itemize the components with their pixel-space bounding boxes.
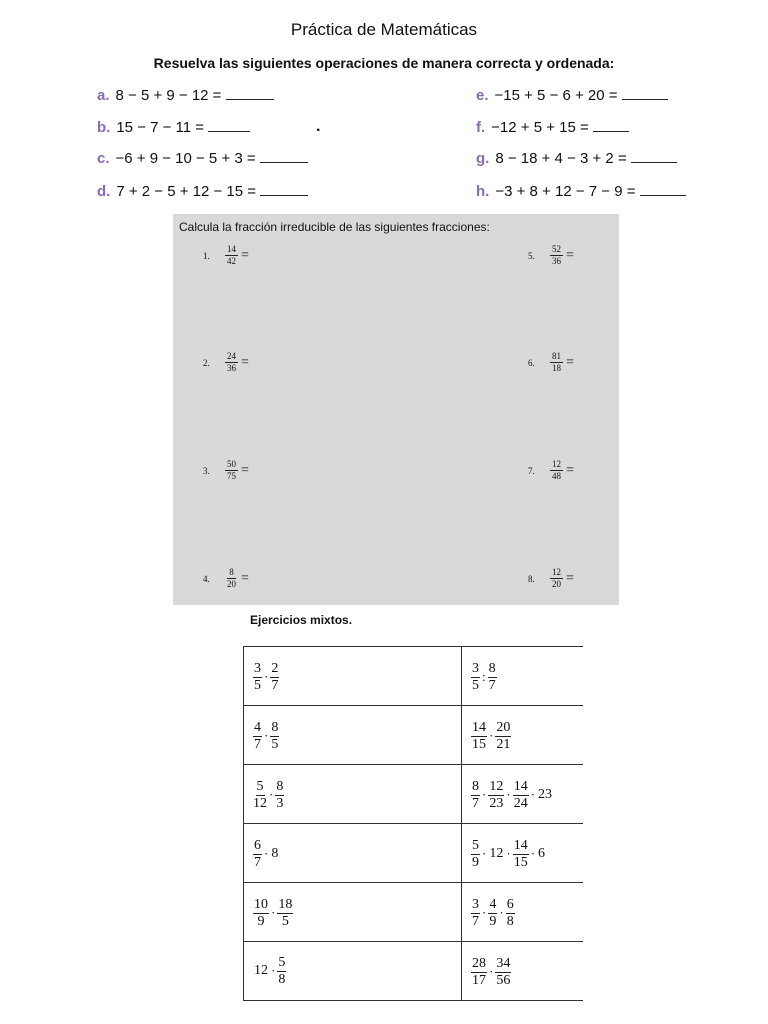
- fraction: [488, 779, 504, 812]
- exercise-cell: [244, 647, 462, 706]
- denominator: 56: [496, 972, 511, 988]
- fraction-number: 3.: [203, 465, 210, 476]
- exercise-cell: [244, 706, 462, 765]
- operation-label: f.: [476, 119, 486, 136]
- denominator: 23: [489, 795, 504, 811]
- answer-blank[interactable]: [640, 183, 686, 196]
- whole-number: 6: [538, 846, 546, 861]
- fraction: [495, 720, 511, 753]
- fraction: [506, 897, 515, 930]
- denominator: 3: [276, 795, 284, 811]
- expression: [471, 720, 511, 753]
- numerator: 4: [489, 896, 497, 912]
- equals-sign: =: [566, 247, 574, 263]
- numerator: 14: [513, 837, 528, 853]
- fraction-number: 8.: [528, 573, 535, 584]
- table-row: [244, 942, 584, 1001]
- denominator: 17: [472, 972, 486, 988]
- exercise-cell: [244, 942, 462, 1001]
- fraction: [225, 351, 238, 374]
- operation-label: a.: [97, 87, 110, 104]
- fraction-number: 4.: [203, 573, 210, 584]
- exercise-cell: [244, 824, 462, 883]
- expression: [253, 955, 286, 988]
- fractions-heading: Calcula la fracción irreducible de las siguientes fracciones:: [179, 220, 490, 234]
- denominator: 7: [488, 677, 496, 693]
- answer-blank[interactable]: [260, 150, 308, 163]
- fraction-item-3: [203, 459, 249, 482]
- fraction: [270, 720, 279, 753]
- fraction: [277, 955, 286, 988]
- fraction: [488, 897, 497, 930]
- table-row: [244, 824, 584, 883]
- fraction: [550, 351, 563, 374]
- fraction-item-5: [528, 244, 574, 267]
- fraction: [550, 459, 563, 482]
- exercise-cell: [244, 765, 462, 824]
- operator: ·: [530, 787, 536, 802]
- exercise-cell: [462, 647, 584, 706]
- expression: [253, 661, 279, 694]
- answer-blank[interactable]: [622, 87, 668, 100]
- answer-blank[interactable]: [226, 87, 274, 100]
- fraction: [471, 779, 480, 812]
- denominator: 5: [271, 736, 279, 752]
- fraction: [513, 779, 529, 812]
- fraction: [225, 567, 238, 590]
- answer-blank[interactable]: [260, 183, 308, 196]
- exercise-cell: [462, 942, 584, 1001]
- exercise-cell: [462, 824, 584, 883]
- denominator: 9: [257, 913, 265, 929]
- denominator: 7: [472, 913, 479, 929]
- fraction: [471, 956, 487, 989]
- operator: ·: [271, 905, 276, 920]
- whole-number: 23: [538, 787, 553, 802]
- equals-sign: =: [566, 354, 574, 370]
- fraction: [471, 897, 480, 930]
- fraction-item-4: [203, 567, 249, 590]
- operation-f: [476, 119, 629, 136]
- numerator: 24: [227, 351, 236, 361]
- operation-expression: 8 − 5 + 9 − 12 =: [115, 87, 222, 104]
- fraction-item-2: [203, 351, 249, 374]
- operation-b: [97, 119, 250, 136]
- fraction: [471, 838, 480, 871]
- operation-label: e.: [476, 87, 489, 104]
- fraction: [253, 661, 262, 694]
- denominator: 7: [472, 795, 479, 811]
- denominator: 20: [227, 579, 236, 589]
- operator: ·: [506, 846, 511, 861]
- mixed-exercises-heading: Ejercicios mixtos.: [250, 613, 353, 627]
- operator: ·: [264, 728, 269, 743]
- denominator: 48: [552, 471, 561, 481]
- operator: ·: [269, 787, 274, 802]
- fraction-item-6: [528, 351, 574, 374]
- whole-number: 12: [254, 963, 268, 978]
- answer-blank[interactable]: [593, 119, 629, 132]
- fraction: [550, 567, 563, 590]
- numerator: 28: [472, 955, 486, 971]
- numerator: 2: [271, 660, 279, 676]
- expression: [471, 956, 511, 989]
- fraction: [550, 244, 563, 267]
- exercise-cell: [462, 883, 584, 942]
- numerator: 34: [496, 955, 511, 971]
- operator: ·: [499, 905, 504, 920]
- numerator: 3: [254, 660, 261, 676]
- fraction: [225, 459, 238, 482]
- whole-number: 12: [489, 846, 504, 861]
- equals-sign: =: [241, 354, 249, 370]
- operation-label: c.: [97, 150, 110, 167]
- operation-expression: −15 + 5 − 6 + 20 =: [494, 87, 618, 104]
- numerator: 10: [254, 896, 268, 912]
- expression: [471, 661, 497, 694]
- numerator: 6: [506, 896, 514, 912]
- exercise-cell: [462, 765, 584, 824]
- denominator: 8: [278, 971, 286, 987]
- denominator: 5: [281, 913, 289, 929]
- denominator: 7: [254, 736, 261, 752]
- operation-expression: −3 + 8 + 12 − 7 − 9 =: [495, 183, 636, 200]
- fraction: [488, 661, 497, 694]
- exercise-cell: [462, 706, 584, 765]
- operator: ·: [482, 846, 487, 861]
- fraction: [471, 720, 487, 753]
- fraction: [471, 661, 480, 694]
- fraction: [225, 244, 238, 267]
- fraction: [495, 956, 511, 989]
- operation-expression: 15 − 7 − 11 =: [116, 119, 205, 136]
- equals-sign: =: [241, 570, 249, 586]
- denominator: 12: [253, 795, 267, 811]
- fraction: [277, 897, 293, 930]
- operator: ·: [271, 963, 276, 978]
- fraction: [253, 838, 262, 871]
- operation-g: [476, 150, 677, 167]
- table-row: [244, 765, 584, 824]
- denominator: 20: [552, 579, 561, 589]
- denominator: 24: [513, 795, 528, 811]
- fraction-item-1: [203, 244, 249, 267]
- numerator: 50: [227, 459, 236, 469]
- whole-number: 8: [271, 846, 279, 861]
- numerator: 12: [552, 459, 561, 469]
- answer-blank[interactable]: [631, 150, 677, 163]
- denominator: 15: [513, 854, 528, 870]
- numerator: 6: [254, 837, 261, 853]
- denominator: 7: [271, 677, 279, 693]
- fraction-item-8: [528, 567, 574, 590]
- denominator: 8: [506, 913, 514, 929]
- operation-label: g.: [476, 150, 490, 167]
- fraction: [253, 779, 267, 812]
- operation-label: d.: [97, 183, 111, 200]
- equals-sign: =: [566, 462, 574, 478]
- table-row: [244, 706, 584, 765]
- operation-d: [97, 183, 308, 200]
- operator: ·: [264, 669, 269, 684]
- fraction-number: 2.: [203, 357, 210, 368]
- numerator: 5: [472, 837, 479, 853]
- denominator: 9: [489, 913, 497, 929]
- expression: [253, 838, 279, 871]
- fraction: [513, 838, 529, 871]
- denominator: 75: [227, 471, 236, 481]
- equals-sign: =: [241, 247, 249, 263]
- numerator: 8: [472, 778, 479, 794]
- operation-label: h.: [476, 183, 490, 200]
- numerator: 5: [256, 778, 264, 794]
- denominator: 5: [472, 677, 479, 693]
- expression: [471, 838, 546, 871]
- denominator: 9: [472, 854, 479, 870]
- operation-c: [97, 150, 308, 167]
- numerator: 8: [229, 567, 234, 577]
- numerator: 8: [276, 778, 284, 794]
- expression: [471, 779, 553, 812]
- denominator: 7: [254, 854, 261, 870]
- mixed-exercises-table: [243, 646, 583, 1001]
- numerator: 14: [472, 719, 486, 735]
- page-title: Práctica de Matemáticas: [290, 20, 478, 39]
- numerator: 12: [552, 567, 561, 577]
- operator: ·: [530, 846, 536, 861]
- denominator: 36: [552, 256, 561, 266]
- answer-blank[interactable]: [208, 119, 250, 132]
- table-row: [244, 883, 584, 942]
- equals-sign: =: [241, 462, 249, 478]
- fraction: [253, 720, 262, 753]
- fraction-number: 1.: [203, 250, 210, 261]
- numerator: 8: [488, 660, 496, 676]
- fraction-number: 7.: [528, 465, 535, 476]
- denominator: 42: [227, 256, 236, 266]
- table-row: [244, 647, 584, 706]
- fraction-number: 6.: [528, 357, 535, 368]
- expression: [471, 897, 515, 930]
- numerator: 14: [513, 778, 528, 794]
- operation-expression: 7 + 2 − 5 + 12 − 15 =: [116, 183, 257, 200]
- operator: ·: [489, 728, 494, 743]
- operator: ·: [506, 787, 511, 802]
- numerator: 3: [472, 660, 479, 676]
- numerator: 52: [552, 244, 561, 254]
- expression: [253, 720, 279, 753]
- fraction-item-7: [528, 459, 574, 482]
- operation-e: [476, 87, 668, 104]
- instructions: Resuelva las siguientes operaciones de manera correcta y ordenada:: [153, 55, 615, 71]
- operator: ·: [264, 846, 269, 861]
- expression: [253, 779, 284, 812]
- fraction-number: 5.: [528, 250, 535, 261]
- numerator: 8: [271, 719, 279, 735]
- denominator: 36: [227, 363, 236, 373]
- denominator: 18: [552, 363, 561, 373]
- numerator: 5: [278, 954, 286, 970]
- operation-h: [476, 183, 686, 200]
- numerator: 18: [278, 896, 293, 912]
- operator: :: [482, 669, 486, 684]
- numerator: 14: [227, 244, 236, 254]
- operation-expression: 8 − 18 + 4 − 3 + 2 =: [495, 150, 627, 167]
- operator: ·: [482, 905, 487, 920]
- fraction: [253, 897, 269, 930]
- denominator: 15: [472, 736, 486, 752]
- fraction: [275, 779, 284, 812]
- operation-a: [97, 87, 274, 104]
- operation-label: b.: [97, 119, 111, 136]
- numerator: 4: [254, 719, 261, 735]
- fractions-panel: [173, 214, 619, 605]
- expression: [253, 897, 293, 930]
- numerator: 12: [489, 778, 504, 794]
- fraction: [270, 661, 279, 694]
- numerator: 20: [496, 719, 511, 735]
- denominator: 5: [254, 677, 261, 693]
- numerator: 81: [552, 351, 561, 361]
- denominator: 21: [496, 736, 511, 752]
- numerator: 3: [472, 896, 479, 912]
- operation-expression: −12 + 5 + 15 =: [491, 119, 589, 136]
- exercise-cell: [244, 883, 462, 942]
- operator: ·: [482, 787, 487, 802]
- equals-sign: =: [566, 570, 574, 586]
- stray-dot: .: [316, 118, 321, 135]
- operation-expression: −6 + 9 − 10 − 5 + 3 =: [115, 150, 256, 167]
- operator: ·: [489, 964, 494, 979]
